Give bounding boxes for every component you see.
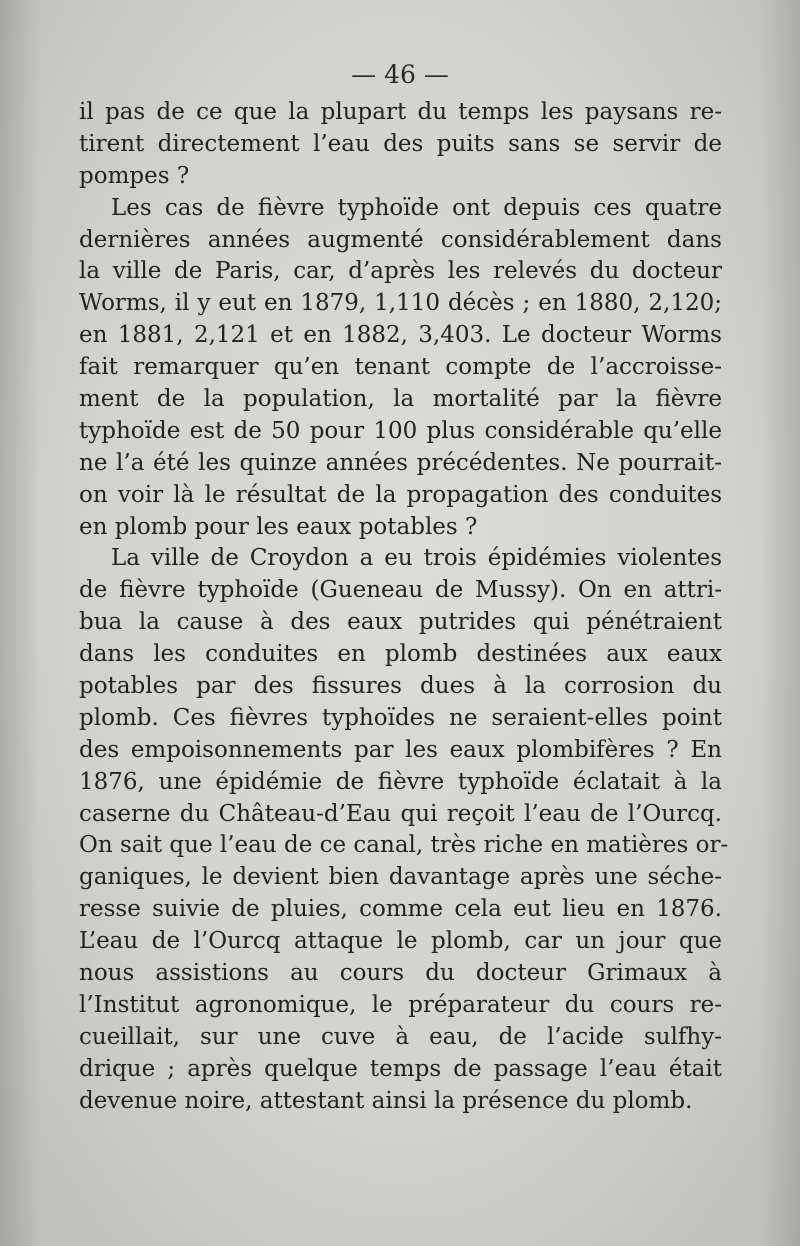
- text-line: il pas de ce que la plupart du temps les paysans re-: [79, 99, 722, 125]
- text-line: dernières années augmenté considérablement dans: [79, 226, 722, 253]
- text-line: en plomb pour les eaux potables ?: [79, 513, 478, 540]
- text-line: fait remarquer qu’en tenant compte de l’accroisse-: [79, 354, 722, 381]
- text-line: on voir là le résultat de la propagation des conduites: [79, 481, 722, 508]
- text-line: cueillait, sur une cuve à eau, de l’acide sulfhy-: [79, 1023, 722, 1050]
- text-line: des empoisonnements par les eaux plombifères ? En: [79, 736, 722, 763]
- text-line: ment de la population, la mortalité par la fièvre: [79, 386, 722, 413]
- paragraph: [79, 97, 722, 193]
- text-line: typhoïde est de 50 pour 100 plus considérable qu’elle: [79, 417, 722, 444]
- text-line: drique ; après quelque temps de passage l’eau était: [79, 1055, 722, 1082]
- text-line: L’eau de l’Ourcq attaque le plomb, car un jour que: [79, 928, 722, 955]
- text-line: de fièvre typhoïde (Gueneau de Mussy). On en attri-: [79, 577, 722, 604]
- text-line: potables par des fissures dues à la corrosion du: [79, 673, 722, 700]
- text-line: la ville de Paris, car, d’après les relevés du docteur: [79, 258, 722, 285]
- body-text: [79, 97, 729, 1118]
- text-line: On sait que l’eau de ce canal, très riche en matières or-: [79, 832, 729, 859]
- text-line: l’Institut agronomique, le préparateur du cours re-: [79, 991, 722, 1018]
- text-line: nous assistions au cours du docteur Grimaux à: [79, 960, 722, 987]
- text-line: plomb. Ces fièvres typhoïdes ne seraient-elles point: [79, 704, 722, 731]
- text-line: devenue noire, attestant ainsi la présence du plomb.: [79, 1087, 693, 1114]
- text-line: pompes ?: [79, 162, 190, 189]
- text-line: tirent directement l’eau des puits sans se servir de: [79, 130, 722, 157]
- text-line: dans les conduites en plomb destinées aux eaux: [79, 641, 722, 668]
- text-line: La ville de Croydon a eu trois épidémies violentes: [111, 545, 722, 572]
- page-edge-shadow-left: [0, 0, 40, 1246]
- page-edge-shadow-right: [760, 0, 800, 1246]
- text-line: 1876, une épidémie de fièvre typhoïde éclatait à la: [79, 768, 722, 795]
- text-line: ganiques, le devient bien davantage après une séche-: [79, 864, 722, 891]
- paragraph: [79, 543, 729, 1117]
- page-number: — 46 —: [351, 60, 449, 89]
- text-line: resse suivie de pluies, comme cela eut lieu en 1876.: [79, 896, 722, 923]
- text-line: caserne du Château-d’Eau qui reçoit l’eau de l’Ourcq.: [79, 800, 722, 827]
- text-line: bua la cause à des eaux putrides qui pénétraient: [79, 609, 722, 636]
- text-line: Worms, il y eut en 1879, 1,110 décès ; en 1880, 2,120;: [79, 290, 722, 317]
- text-line: Les cas de fièvre typhoïde ont depuis ces quatre: [111, 194, 722, 221]
- text-line: en 1881, 2,121 et en 1882, 3,403. Le docteur Worms: [79, 322, 722, 349]
- text-line: ne l’a été les quinze années précédentes. Ne pourrait-: [79, 449, 722, 476]
- paragraph: [79, 193, 722, 544]
